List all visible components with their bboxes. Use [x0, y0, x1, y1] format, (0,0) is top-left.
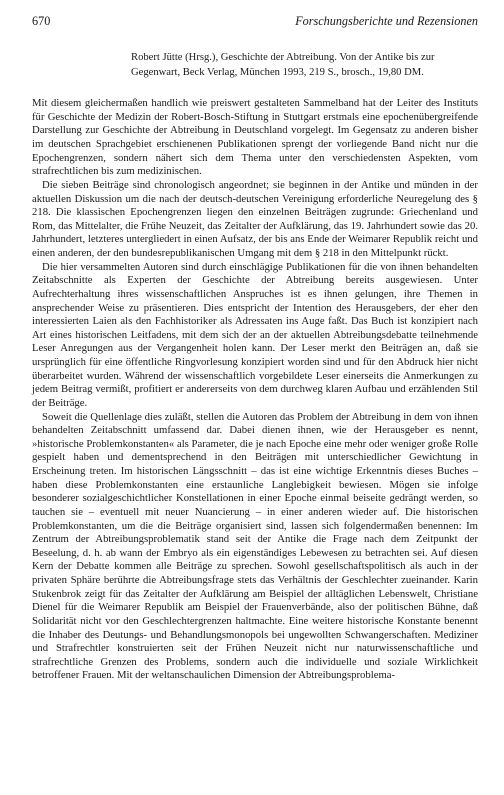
paragraph: Soweit die Quellenlage dies zuläßt, stellen die Autoren das Problem der Abtreibung in dem von ihnen behandelten Zeitabschnitt umfassend dar. Dabei dienen ihnen, wie der Herausgeber es nennt, »historische Problemkonstanten« als Parameter, die je nach Epoche eine mehr oder weniger große Rolle gespielt haben und dementsprechend in den Beiträgen mit unterschiedlicher Gewichtung in Erscheinung treten. Im historischen Längsschnitt – das ist eine wichtige Erkenntnis dieses Buches – haben diese Problemkonstanten eine erstaunliche Langlebigkeit bewiesen. Mögen sie infolge besonderer sozialgeschichtlicher Konstellationen in einer Epoche einmal beiseite gedrängt werden, so tauchen sie – eventuell mit neuer Nuancierung – in einer anderen wieder auf. Die historischen Problemkonstanten, um die die Beiträge organisiert sind, lassen sich folgendermaßen benennen: Im Zentrum der Abtreibungsproblematik stand seit der Antike die Frage nach dem Zeitpunkt der Beseelung, d. h. ab wann der Embryo als ein eigenständiges Lebewesen zu betrachten sei. Auf diesen Kern der Debatte kommen alle Beiträge zu sprechen. Sowohl gesellschaftspolitisch als auch in der privaten Sphäre berührte die Abtreibungsfrage stets das Verhältnis der Geschlechter zueinander. Karin Stukenbrok zeigt für das Zeitalter der Aufklärung am Beispiel der alltäglichen Lebenswelt, Christiane Dienel für die Weimarer Republik am Beispiel der Frauenverbände, also der politischen Bühne, daß Solidarität nicht vor den Geschlechtergrenzen haltmachte. Eine weitere historische Konstante benennt die Inhaber des Deutungs- und Behandlungsmonopols bei ungewollten Schwangerschaften. Mediziner und Strafrechtler konstruierten seit der Frühen Neuzeit nicht nur naturwissenschaftliche und strafrechtliche Grenzen des Problems, sondern auch die individuelle und soziale Wirklichkeit betroffener Frauen. Mit der weltanschaulichen Dimension der Abtreibungsproblema-	[32, 410, 478, 682]
review-body	[32, 97, 478, 683]
book-citation: Robert Jütte (Hrsg.), Geschichte der Abtreibung. Von der Antike bis zur Gegenwart, Beck Verlag, München 1993, 219 S., brosch., 19,80 DM.	[131, 52, 435, 78]
running-title: Forschungsberichte und Rezensionen	[295, 14, 478, 28]
page-number: 670	[32, 14, 51, 28]
page-header	[32, 14, 478, 29]
paragraph: Mit diesem gleichermaßen handlich wie preiswert gestalteten Sammelband hat der Leiter des Instituts für Geschichte der Medizin der Robert-Bosch-Stiftung in Stuttgart erstmals eine epochenübergreifende Darstellung zur Geschichte der Abtreibung in Deutschland vorgelegt. Im Gegensatz zu anderen bisher im deutschen Sprachgebiet erschienenen Publikationen sprengt der vorliegende Band nicht nur die Epochengrenzen, sondern nähert sich dem Thema unter den verschiedensten Aspekten, vom strafrechtlichen bis zum medizinischen.	[32, 97, 478, 178]
document-page	[32, 14, 478, 683]
paragraph: Die sieben Beiträge sind chronologisch angeordnet; sie beginnen in der Antike und münden in der aktuellen Diskussion um die nach der deutsch-deutschen Vereinigung erforderliche Neuregelung des § 218. Die klassischen Epochengrenzen liegen den einzelnen Beiträgen zugrunde: Griechenland und Rom, das Mittelalter, die Frühe Neuzeit, das Zeitalter der Aufklärung, das 19. Jahrhundert sowie das 20. Jahrhundert, letzteres untergliedert in einen Aufsatz, der bis ans Ende der Weimarer Republik reicht und einen anderen, der den bundesrepublikanischen Umgang mit dem § 218 in den Mittelpunkt rückt.	[32, 178, 478, 260]
paragraph: Die hier versammelten Autoren sind durch einschlägige Publikationen für die von ihnen behandelten Zeitabschnitte als Experten der Geschichte der Abtreibung bereits ausgewiesen. Unter Aufrechterhaltung ihres wissenschaftlichen Anspruches ist es ihnen gelungen, ihre Themen in ansprechender Weise zu präsentieren. Dies entspricht der Intention des Herausgebers, der eher den interessierten Laien als den Fachhistoriker als Adressaten ins Auge faßt. Das Buch ist konzipiert nach Art eines historischen Leitfadens, mit dem sich der an der aktuellen Abtreibungsdebatte teilnehmende Leser Anregungen aus der Vergangenheit holen kann. Der Leser merkt den Beiträgen an, daß sie ursprünglich für eine öffentliche Ringvorlesung konzipiert worden sind und für den Abdruck hier nicht überarbeitet wurden. Während der wissenschaftlich vorgebildete Leser einerseits die Anmerkungen zu jedem Beitrag vermißt, profitiert er andererseits von dem durchweg klaren Aufbau und erzählenden Stil der Beiträge.	[32, 260, 478, 409]
